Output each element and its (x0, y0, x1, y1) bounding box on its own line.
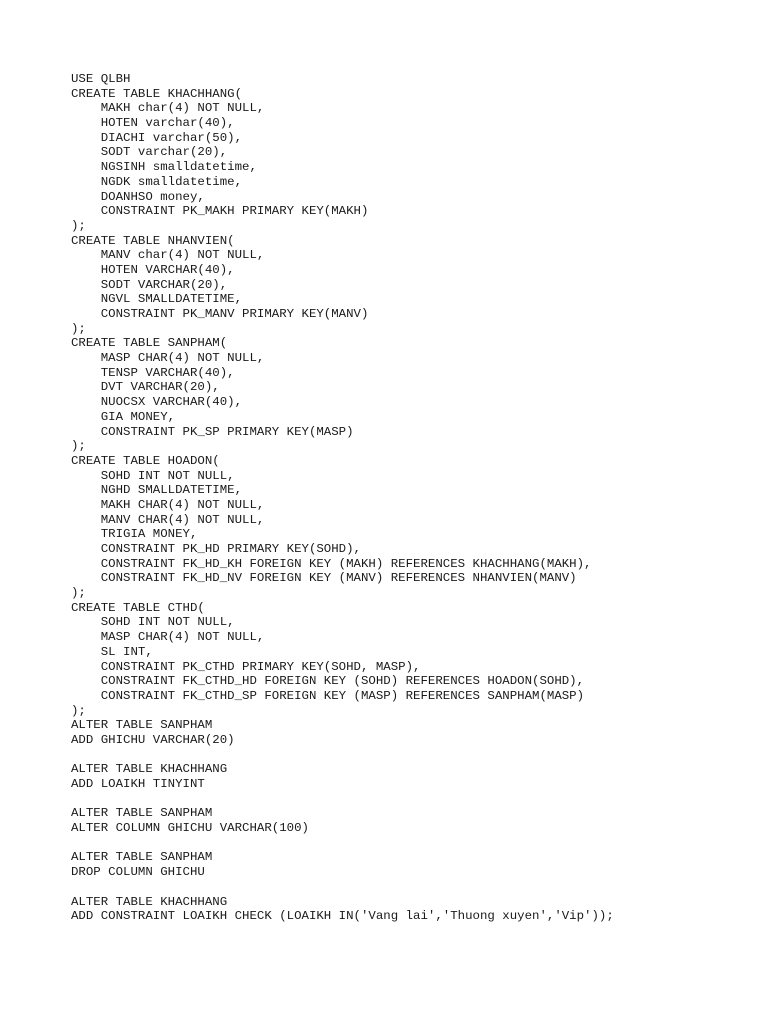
code-line: SODT VARCHAR(20), (71, 277, 228, 292)
code-line: SOHD INT NOT NULL, (71, 468, 235, 483)
code-line: DROP COLUMN GHICHU (71, 865, 205, 880)
code-line: ALTER TABLE SANPHAM (71, 718, 213, 733)
code-line: ADD CONSTRAINT LOAIKH CHECK (LOAIKH IN('Vang lai','Thuong xuyen','Vip')); (71, 909, 614, 924)
code-line: ); (71, 703, 86, 718)
code-line: ALTER COLUMN GHICHU VARCHAR(100) (71, 821, 309, 836)
code-line: NGVL SMALLDATETIME, (71, 292, 243, 307)
code-line: TRIGIA MONEY, (71, 527, 198, 542)
sql-code-block (71, 72, 614, 924)
code-line: ADD LOAIKH TINYINT (71, 777, 205, 791)
code-line (71, 748, 614, 763)
code-line: CREATE TABLE KHACHHANG( (71, 86, 243, 101)
code-line: ); (71, 218, 86, 233)
code-line: CONSTRAINT FK_CTHD_HD FOREIGN KEY (SOHD) REFERENCES HOADON(SOHD), (71, 674, 585, 689)
code-line: NGSINH smalldatetime, (71, 160, 257, 175)
code-line: HOTEN VARCHAR(40), (71, 262, 235, 277)
code-line: CONSTRAINT FK_HD_NV FOREIGN KEY (MANV) REFERENCES NHANVIEN(MANV) (71, 571, 577, 586)
code-line: NGDK smalldatetime, (71, 174, 243, 189)
code-line: CREATE TABLE SANPHAM( (71, 336, 228, 351)
code-line: DOANHSO money, (71, 189, 205, 204)
code-line: ); (71, 586, 86, 601)
code-line (71, 792, 614, 807)
code-line: CREATE TABLE HOADON( (71, 453, 220, 468)
code-line: ALTER TABLE SANPHAM (71, 806, 213, 821)
code-line: ALTER TABLE SANPHAM (71, 850, 213, 865)
code-line: CONSTRAINT PK_SP PRIMARY KEY(MASP) (71, 424, 354, 439)
code-line: CONSTRAINT PK_CTHD PRIMARY KEY(SOHD, MASP), (71, 659, 421, 674)
code-line: MAKH CHAR(4) NOT NULL, (71, 497, 265, 512)
code-line: DIACHI varchar(50), (71, 130, 243, 145)
code-line: NUOCSX VARCHAR(40), (71, 395, 243, 410)
code-line: SOHD INT NOT NULL, (71, 615, 235, 630)
code-line: MASP CHAR(4) NOT NULL, (71, 630, 265, 645)
code-line: ALTER TABLE KHACHHANG (71, 894, 228, 909)
code-line: USE QLBH (71, 72, 131, 86)
code-line: SODT varchar(20), (71, 145, 228, 160)
code-line (71, 836, 614, 851)
code-line: CONSTRAINT PK_MAKH PRIMARY KEY(MAKH) (71, 204, 369, 219)
code-line: CONSTRAINT PK_MANV PRIMARY KEY(MANV) (71, 307, 369, 321)
code-line: ALTER TABLE KHACHHANG (71, 762, 228, 777)
code-line: SL INT, (71, 644, 153, 659)
code-line: CREATE TABLE NHANVIEN( (71, 233, 235, 248)
code-line: MANV char(4) NOT NULL, (71, 248, 265, 263)
code-line: ); (71, 439, 86, 454)
code-line: CONSTRAINT FK_CTHD_SP FOREIGN KEY (MASP) REFERENCES SANPHAM(MASP) (71, 688, 585, 703)
code-line: MAKH char(4) NOT NULL, (71, 101, 265, 116)
code-line: DVT VARCHAR(20), (71, 380, 220, 395)
code-line (71, 880, 614, 895)
code-line: GIA MONEY, (71, 409, 176, 424)
code-line: CREATE TABLE CTHD( (71, 600, 205, 615)
code-line: CONSTRAINT FK_HD_KH FOREIGN KEY (MAKH) REFERENCES KHACHHANG(MAKH), (71, 556, 592, 571)
code-line: ); (71, 321, 86, 336)
code-line: HOTEN varchar(40), (71, 116, 235, 131)
code-line: TENSP VARCHAR(40), (71, 365, 235, 380)
code-line: MANV CHAR(4) NOT NULL, (71, 512, 265, 527)
code-line: ADD GHICHU VARCHAR(20) (71, 732, 235, 747)
code-line: MASP CHAR(4) NOT NULL, (71, 351, 265, 366)
code-line: CONSTRAINT PK_HD PRIMARY KEY(SOHD), (71, 542, 361, 556)
code-line: NGHD SMALLDATETIME, (71, 483, 243, 498)
